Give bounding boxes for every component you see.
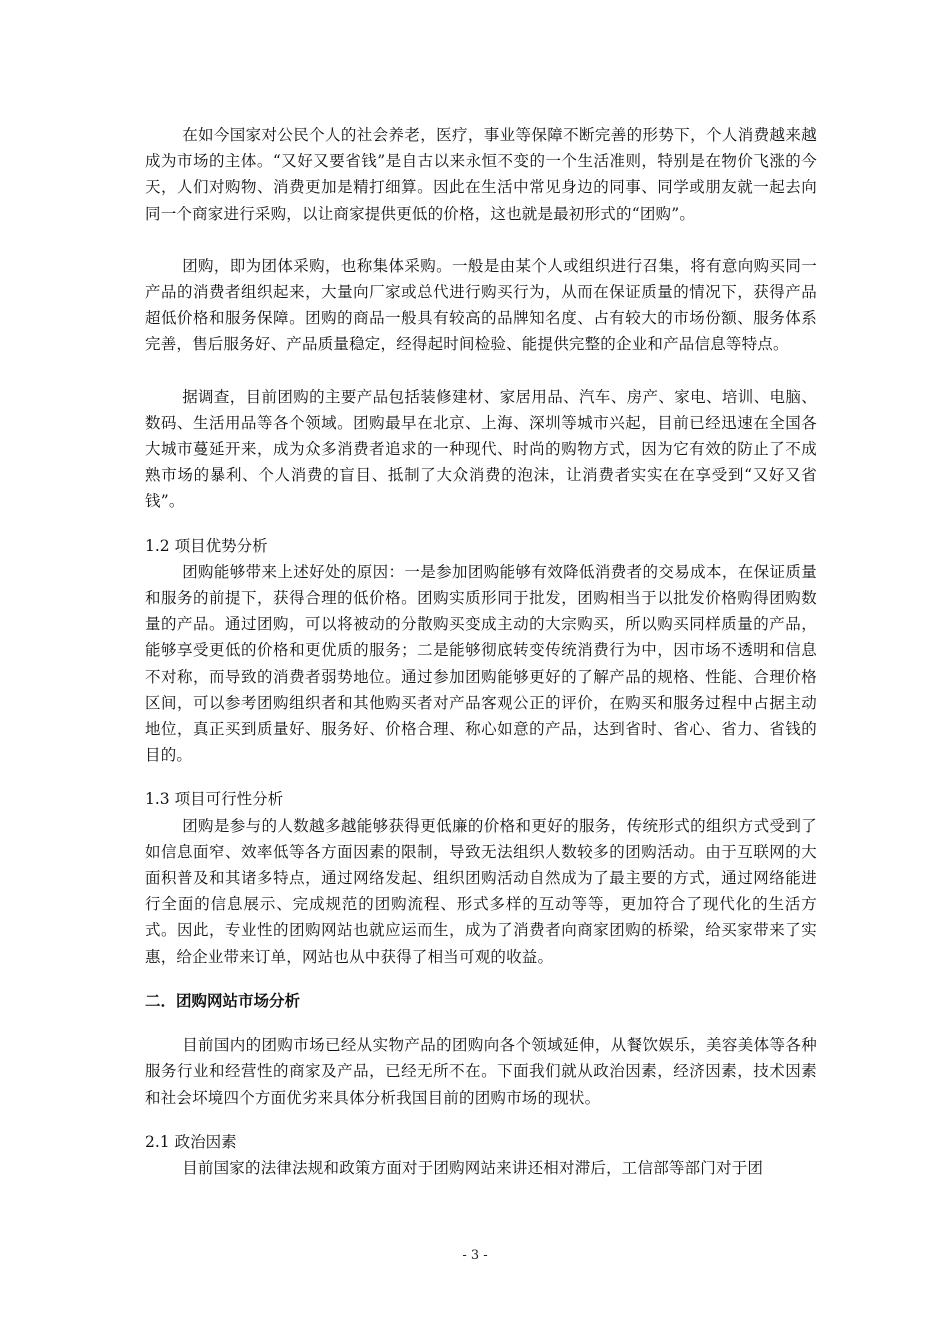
paragraph-market-overview: 目前国内的团购市场已经从实物产品的团购向各个领域延伸，从餐饮娱乐，美容美体等各种服务行业和经营性的商家及产品，已经无所不在。下面我们就从政治因素，经济因素，技术因素和社会坏境四个方面优劣来具体分析我国目前的团购市场的现状。	[145, 1036, 817, 1107]
paragraph-political: 目前国家的法律法规和政策方面对于团购网站来讲还相对滞后，工信部等部门对于团	[182, 1158, 764, 1177]
chapter-heading-2: 二．团购网站市场分析	[145, 990, 301, 1010]
document-body	[145, 122, 817, 1181]
section-heading-2-1: 2.1 政治因素	[145, 1132, 237, 1151]
paragraph-survey: 据调查，目前团购的主要产品包括装修建材、家居用品、汽车、房产、家电、培训、电脑、数码、生活用品等各个领域。团购最早在北京、上海、深圳等城市兴起，目前已经迅速在全国各大城市蔓延开来，成为众多消费者追求的一种现代、时尚的购物方式，因为它有效的防止了不成熟市场的暴利、个人消费的盲目、抵制了大众消费的泡沫，让消费者实实在在享受到“又好又省钱”。	[145, 387, 817, 511]
paragraph-advantages: 团购能够带来上述好处的原因：一是参加团购能够有效降低消费者的交易成本，在保证质量和服务的前提下，获得合理的低价格。团购实质形同于批发，团购相当于以批发价格购得团购数量的产品。通过团购，可以将被动的分散购买变成主动的大宗购买，所以购买同样质量的产品，能够享受更低的价格和更优质的服务；二是能够彻底转变传统消费行为中，因市场不透明和信息不对称，而导致的消费者弱势地位。通过参加团购能够更好的了解产品的规格、性能、合理价格区间，可以参考团购组织者和其他购买者对产品客观公正的评价，在购买和服务过程中占据主动地位，真正买到质量好、服务好、价格合理、称心如意的产品，达到省时、省心、省力、省钱的目的。	[145, 562, 817, 765]
paragraph-intro: 在如今国家对公民个人的社会养老，医疗，事业等保障不断完善的形势下，个人消费越来越成为市场的主体。“又好又要省钱”是自古以来永恒不变的一个生活准则，特别是在物价飞涨的今天，人们对购物、消费更加是精打细算。因此在生活中常见身边的同事、同学或朋友就一起去向同一个商家进行采购，以让商家提供更低的价格，这也就是最初形式的“团购”。	[145, 126, 817, 223]
section-heading-1-2: 1.2 项目优势分析	[145, 536, 268, 555]
section-heading-1-3: 1.3 项目可行性分析	[145, 790, 284, 809]
page-number: - 3 -	[462, 1248, 488, 1263]
paragraph-definition: 团购，即为团体采购，也称集体采购。一般是由某个人或组织进行召集，将有意向购买同一产品的消费者组织起来，大量向厂家或总代进行购买行为，从而在保证质量的情况下，获得产品超低价格和服务保障。团购的商品一般具有较高的品牌知名度、占有较大的市场份额、服务体系完善，售后服务好、产品质量稳定，经得起时间检验、能提供完整的企业和产品信息等特点。	[145, 256, 817, 354]
paragraph-feasibility: 团购是参与的人数越多越能够获得更低廉的价格和更好的服务，传统形式的组织方式受到了如信息面窄、效率低等各方面因素的限制，导致无法组织人数较多的团购活动。由于互联网的大面积普及和其诸多特点，通过网络发起、组织团购活动自然成为了最主要的方式，通过网络能进行全面的信息展示、完成规范的团购流程、形式多样的互动等等，更加符合了现代化的生活方式。因此，专业性的团购网站也就应运而生，成为了消费者向商家团购的桥梁，给买家带来了实惠，给企业带来订单，网站也从中获得了相当可观的收益。	[145, 816, 817, 966]
